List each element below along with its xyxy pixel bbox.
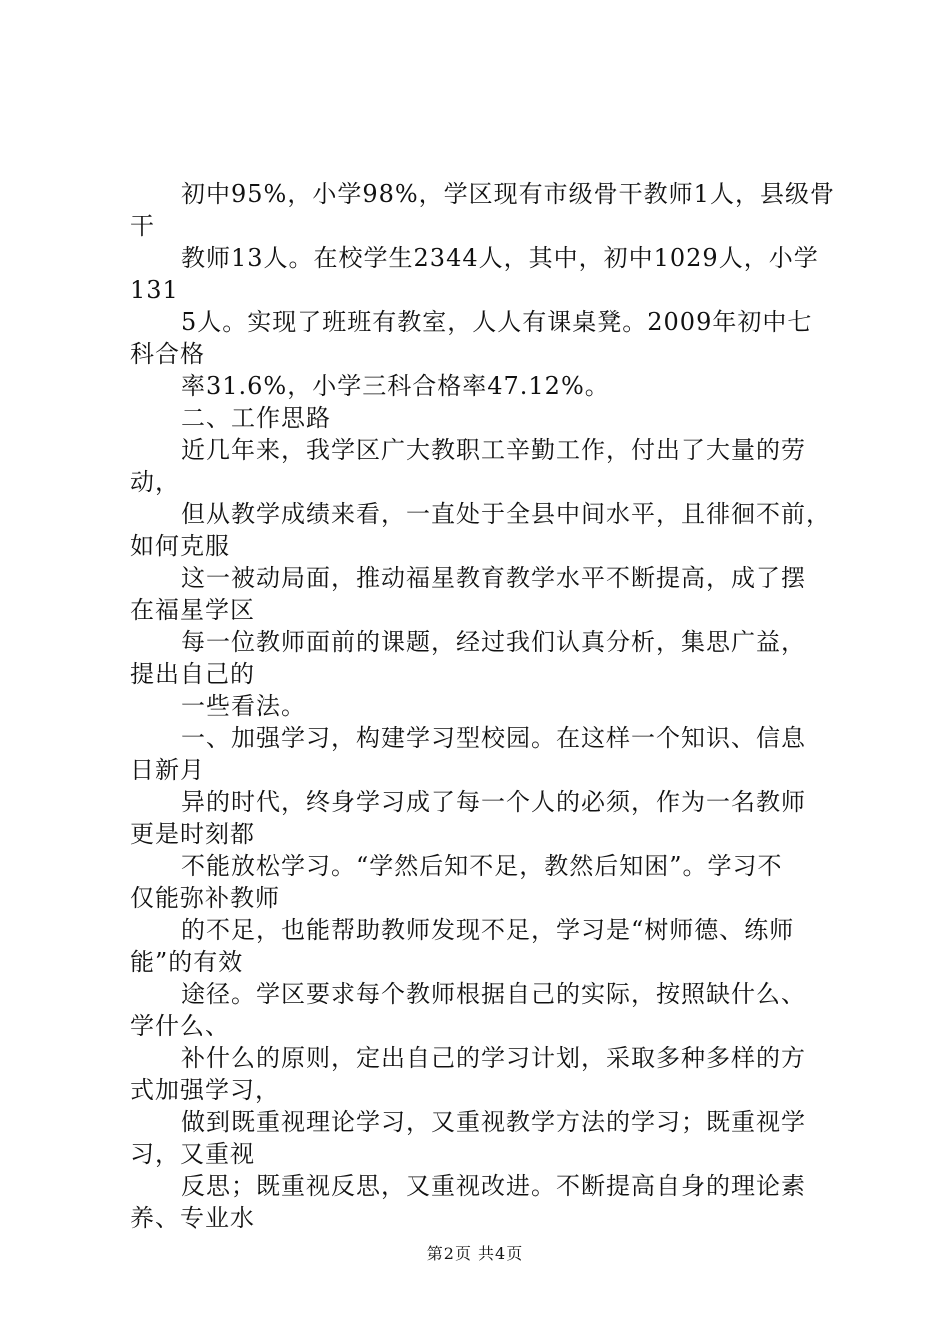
paragraph-line: 动， — [130, 468, 180, 496]
paragraph-line: 但从教学成绩来看，一直处于全县中间水平，且徘徊不前， — [181, 500, 831, 528]
paragraph-line: 科合格 — [130, 340, 205, 368]
paragraph-line: 一些看法。 — [181, 692, 306, 720]
paragraph-line: 式加强学习， — [130, 1076, 280, 1104]
paragraph-line: 的不足，也能帮助教师发现不足，学习是“树师德、练师 — [181, 916, 795, 944]
paragraph-line: 学什么、 — [130, 1012, 230, 1040]
paragraph-line: 干 — [130, 212, 155, 240]
page-number-footer: 第2页 共4页 — [426, 1244, 524, 1263]
paragraph-line: 在福星学区 — [130, 596, 255, 624]
paragraph-line: 131 — [130, 276, 179, 304]
document-body — [130, 178, 850, 1234]
paragraph-line: 不能放松学习。“学然后知不足，教然后知困”。学习不 — [181, 852, 783, 880]
paragraph-line: 补什么的原则，定出自己的学习计划，采取多种多样的方 — [181, 1044, 806, 1072]
paragraph-line: 一、加强学习，构建学习型校园。在这样一个知识、信息 — [181, 724, 806, 752]
paragraph-line: 更是时刻都 — [130, 820, 255, 848]
paragraph-line: 近几年来，我学区广大教职工辛勤工作，付出了大量的劳 — [181, 436, 806, 464]
paragraph-line: 每一位教师面前的课题，经过我们认真分析，集思广益， — [181, 628, 806, 656]
paragraph-line: 如何克服 — [130, 532, 230, 560]
paragraph-line: 初中95%，小学98%，学区现有市级骨干教师1人，县级骨 — [181, 180, 835, 208]
paragraph-line: 仅能弥补教师 — [130, 884, 280, 912]
paragraph-line: 5人。实现了班班有教室，人人有课桌凳。2009年初中七 — [181, 308, 813, 336]
paragraph-line: 教师13人。在校学生2344人，其中，初中1029人，小学 — [181, 244, 819, 272]
paragraph-line: 异的时代，终身学习成了每一个人的必须，作为一名教师 — [181, 788, 806, 816]
paragraph-line: 提出自己的 — [130, 660, 255, 688]
paragraph-line: 率31.6%，小学三科合格率47.12%。 — [181, 372, 610, 400]
paragraph-line: 习，又重视 — [130, 1140, 255, 1168]
paragraph-line: 养、专业水 — [130, 1204, 255, 1232]
section-heading: 二、工作思路 — [181, 404, 331, 432]
paragraph-line: 日新月 — [130, 756, 205, 784]
paragraph-line: 反思；既重视反思，又重视改进。不断提高自身的理论素 — [181, 1172, 806, 1200]
paragraph-line: 途径。学区要求每个教师根据自己的实际，按照缺什么、 — [181, 980, 806, 1008]
paragraph-line: 这一被动局面，推动福星教育教学水平不断提高，成了摆 — [181, 564, 806, 592]
paragraph-line: 能”的有效 — [130, 948, 244, 976]
paragraph-line: 做到既重视理论学习，又重视教学方法的学习；既重视学 — [181, 1108, 806, 1136]
